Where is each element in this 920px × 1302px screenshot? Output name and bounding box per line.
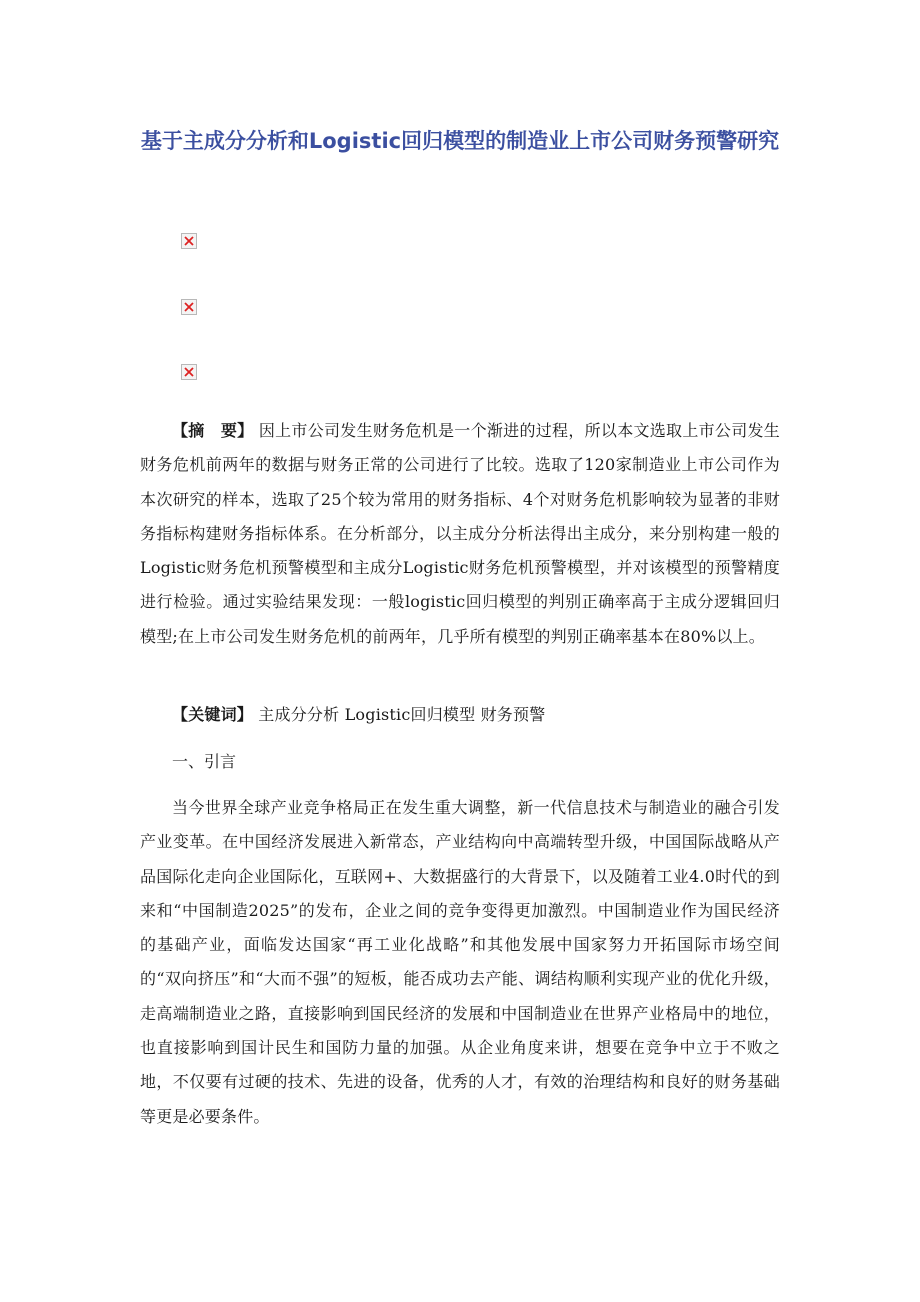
abstract-text: 因上市公司发生财务危机是一个渐进的过程，所以本文选取上市公司发生财务危机前两年的数据与财务正常的公司进行了比较。选取了120家制造业上市公司作为本次研究的样本，选取了25个较为常用的财务指标、4个对财务危机影响较为显著的非财务指标构建财务指标体系。在分析部分，以主成分分析法得出主成分，来分别构建一般的Logistic财务危机预警模型和主成分Logistic财务危机预警模型，并对该模型的预警精度进行检验。通过实验结果发现：一般logistic回归模型的判别正确率高于主成分逻辑回归模型;在上市公司发生财务危机的前两年，几乎所有模型的判别正确率基本在80%以上。: [140, 421, 780, 646]
broken-image-icon: [181, 299, 197, 315]
section-heading: 一、引言: [172, 752, 237, 771]
abstract-paragraph: [140, 414, 780, 654]
abstract-label: 【摘 要】: [172, 421, 254, 440]
keywords-paragraph: [140, 698, 780, 732]
broken-image-icon: [181, 364, 197, 380]
keywords-label: 【关键词】: [172, 705, 254, 724]
intro-paragraph: 当今世界全球产业竞争格局正在发生重大调整，新一代信息技术与制造业的融合引发产业变革。在中国经济发展进入新常态，产业结构向中高端转型升级，中国国际战略从产品国际化走向企业国际化，互联网+、大数据盛行的大背景下，以及随着工业4.0时代的到来和“中国制造2025”的发布，企业之间的竞争变得更加激烈。中国制造业作为国民经济的基础产业，面临发达国家“再工业化战略”和其他发展中国家努力开拓国际市场空间的“双向挤压”和“大而不强”的短板，能否成功去产能、调结构顺利实现产业的优化升级，走高端制造业之路，直接影响到国民经济的发展和中国制造业在世界产业格局中的地位，也直接影响到国计民生和国防力量的加强。从企业角度来讲，想要在竞争中立于不败之地，不仅要有过硬的技术、先进的设备，优秀的人才，有效的治理结构和良好的财务基础等更是必要条件。: [140, 798, 780, 1126]
broken-image-icon: [181, 233, 197, 249]
keywords-text: 主成分分析 Logistic回归模型 财务预警: [253, 705, 546, 724]
document-title: 基于主成分分析和Logistic回归模型的制造业上市公司财务预警研究: [140, 129, 780, 153]
